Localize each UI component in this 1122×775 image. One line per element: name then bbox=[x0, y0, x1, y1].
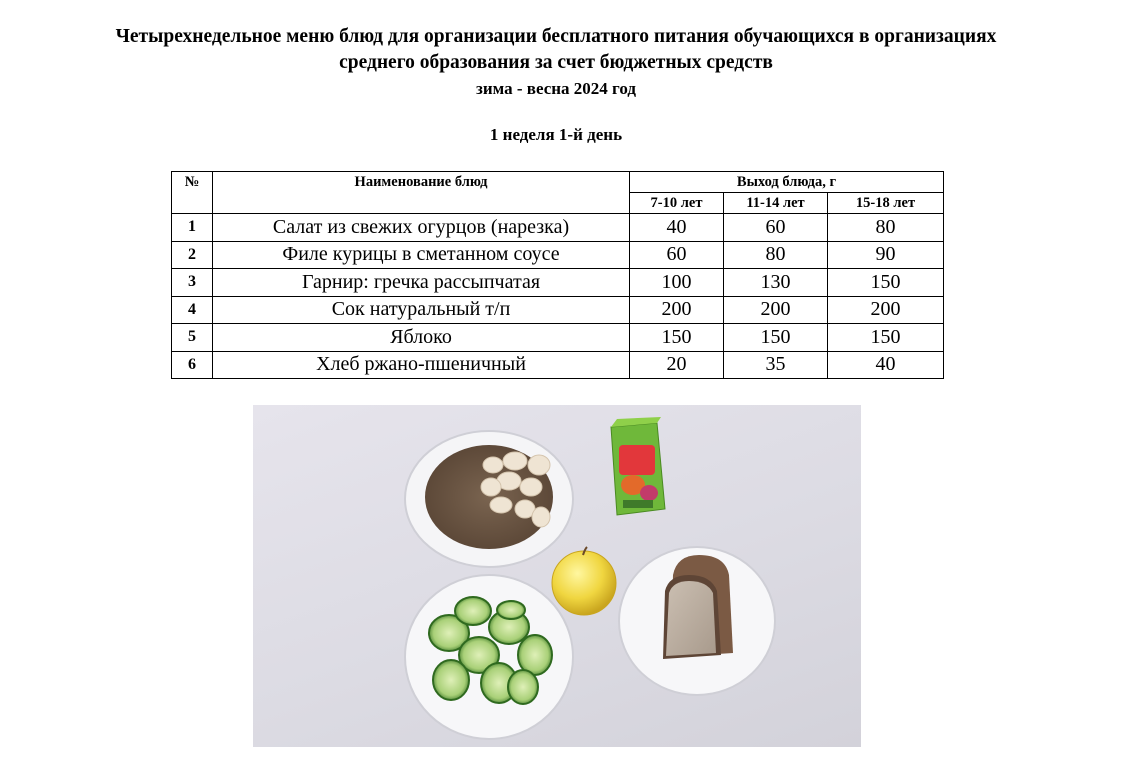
dish-name: Сок натуральный т/п bbox=[213, 296, 630, 324]
portion-11-14: 80 bbox=[724, 241, 828, 269]
column-header-age-11-14: 11-14 лет bbox=[724, 193, 828, 214]
day-heading: 1 неделя 1-й день bbox=[489, 125, 623, 144]
portion-11-14: 130 bbox=[724, 269, 828, 297]
portion-15-18: 150 bbox=[828, 324, 944, 352]
column-header-dish-name: Наименование блюд bbox=[213, 172, 630, 214]
portion-15-18: 150 bbox=[828, 269, 944, 297]
table-row bbox=[172, 351, 944, 379]
plate-cucumbers bbox=[405, 575, 573, 739]
row-number: 1 bbox=[172, 214, 213, 242]
portion-7-10: 100 bbox=[630, 269, 724, 297]
row-number: 4 bbox=[172, 296, 213, 324]
table-row bbox=[172, 296, 944, 324]
dish-name: Салат из свежих огурцов (нарезка) bbox=[213, 214, 630, 242]
dish-name: Филе курицы в сметанном соусе bbox=[213, 241, 630, 269]
menu-title bbox=[0, 24, 1112, 76]
portion-11-14: 200 bbox=[724, 296, 828, 324]
column-header-age-15-18: 15-18 лет bbox=[828, 193, 944, 214]
column-header-age-7-10: 7-10 лет bbox=[630, 193, 724, 214]
dish-name: Хлеб ржано-пшеничный bbox=[213, 351, 630, 379]
portion-7-10: 150 bbox=[630, 324, 724, 352]
table-row bbox=[172, 269, 944, 297]
plate-bread bbox=[619, 547, 775, 695]
apple bbox=[552, 547, 616, 615]
row-number: 6 bbox=[172, 351, 213, 379]
meal-photo bbox=[253, 405, 861, 747]
menu-table bbox=[171, 171, 944, 379]
table-row bbox=[172, 324, 944, 352]
row-number: 5 bbox=[172, 324, 213, 352]
portion-15-18: 80 bbox=[828, 214, 944, 242]
portion-7-10: 60 bbox=[630, 241, 724, 269]
menu-title-line1: Четырехнедельное меню блюд для организации бесплатного питания обучающихся в организациях bbox=[115, 26, 997, 47]
dish-name: Гарнир: гречка рассыпчатая bbox=[213, 269, 630, 297]
column-header-number: № bbox=[172, 172, 213, 214]
portion-7-10: 20 bbox=[630, 351, 724, 379]
dish-name: Яблоко bbox=[213, 324, 630, 352]
portion-11-14: 60 bbox=[724, 214, 828, 242]
portion-11-14: 150 bbox=[724, 324, 828, 352]
column-header-output: Выход блюда, г bbox=[630, 172, 944, 193]
portion-11-14: 35 bbox=[724, 351, 828, 379]
row-number: 2 bbox=[172, 241, 213, 269]
juice-box bbox=[611, 417, 665, 515]
menu-title-line2: среднего образования за счет бюджетных средств bbox=[339, 52, 773, 73]
portion-15-18: 90 bbox=[828, 241, 944, 269]
bowl-buckwheat-chicken bbox=[405, 431, 573, 567]
portion-7-10: 40 bbox=[630, 214, 724, 242]
season-label: зима - весна 2024 год bbox=[476, 79, 636, 98]
portion-15-18: 200 bbox=[828, 296, 944, 324]
portion-7-10: 200 bbox=[630, 296, 724, 324]
meal-illustration bbox=[253, 405, 861, 747]
portion-15-18: 40 bbox=[828, 351, 944, 379]
table-row bbox=[172, 214, 944, 242]
table-row bbox=[172, 241, 944, 269]
row-number: 3 bbox=[172, 269, 213, 297]
